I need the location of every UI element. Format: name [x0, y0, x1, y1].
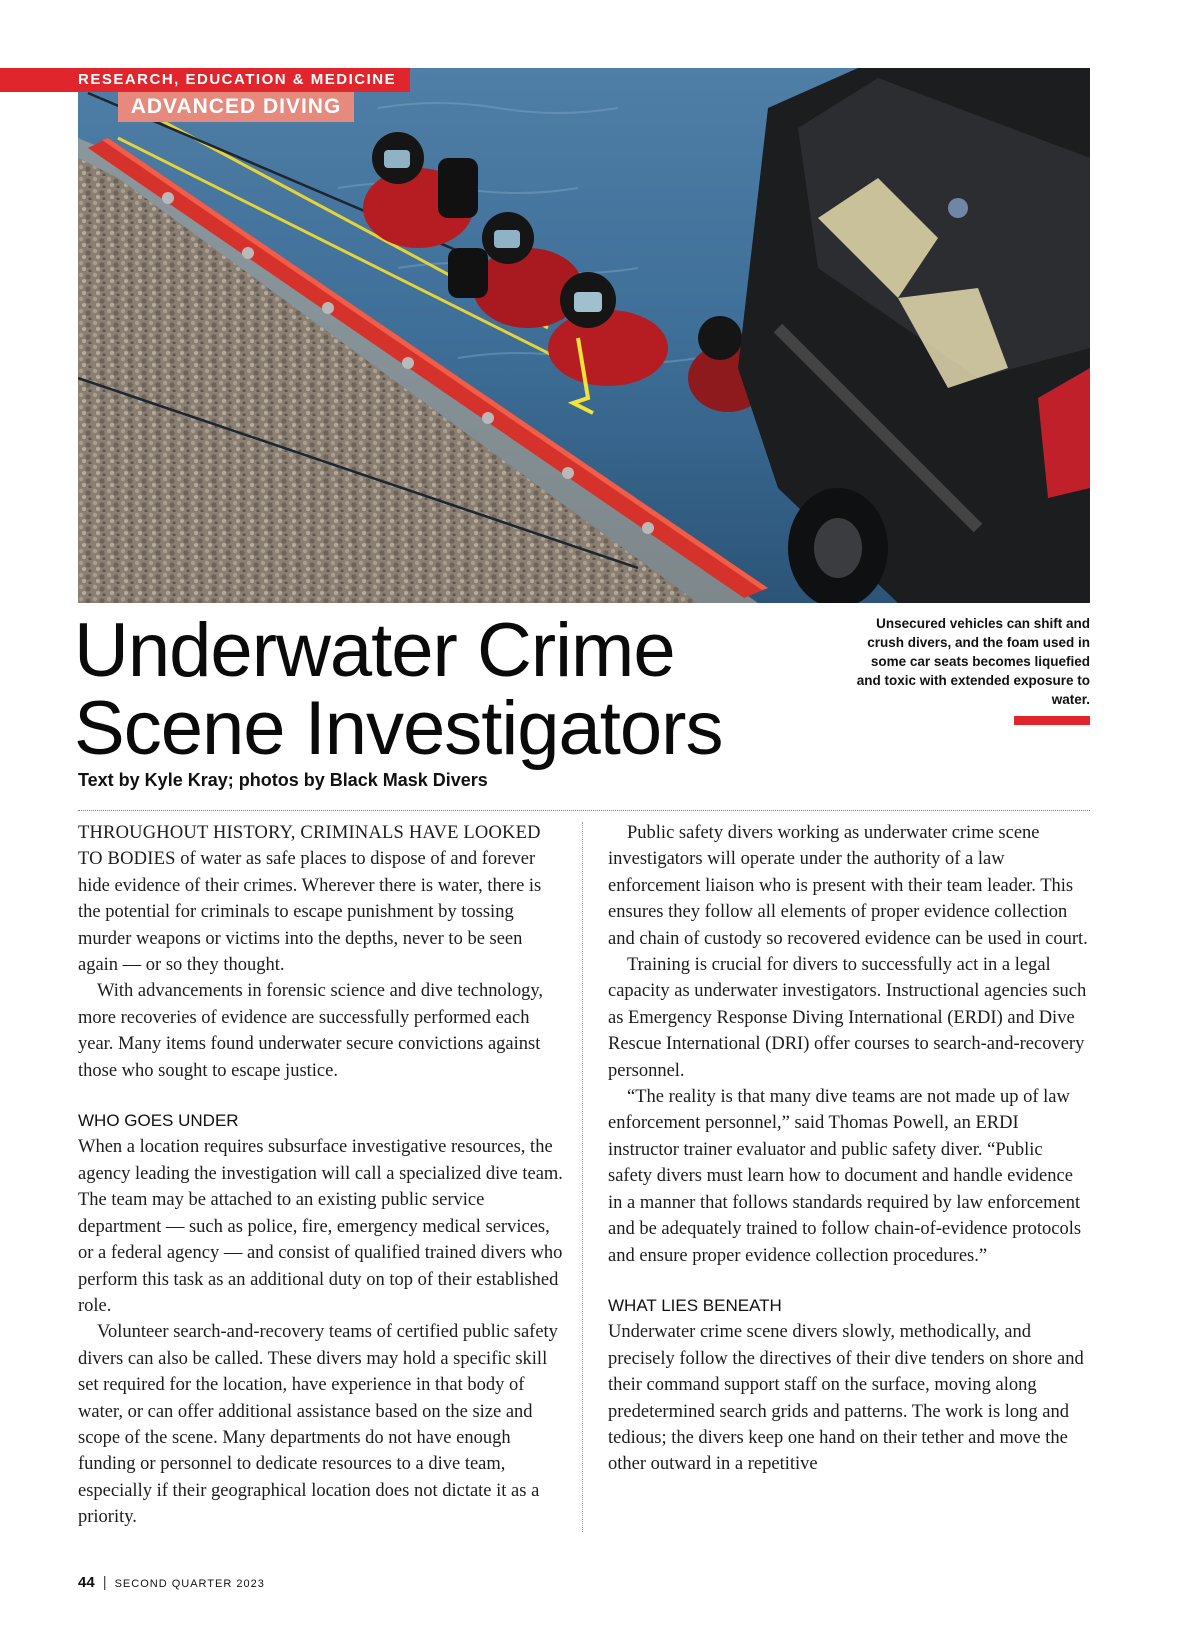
article-title-line-1: Underwater Crime [74, 608, 675, 693]
intro-lead-in: THROUGHOUT HISTORY, CRIMINALS HAVE LOOKED TO BODIES [78, 823, 541, 870]
article-title-line-2: Scene Investigators [74, 686, 723, 771]
article-title [74, 608, 834, 771]
hero-photo [78, 68, 1090, 603]
body-paragraph: Underwater crime scene divers slowly, methodically, and precisely follow the directives of their dive tenders on shore and their command support staff on the surface, moving along predetermined search grids and patterns. The work is long and tedious; the divers keep one hand on their tether and move the other outward in a repetitive [608, 1322, 1084, 1475]
page-footer [78, 1574, 265, 1592]
hero-photo-illustration [78, 68, 1090, 603]
body-paragraph: Volunteer search-and-recovery teams of certified public safety divers can also be called. These divers may hold a specific skill set required for the location, have experience in that body of water, or can offer additional assistance based on the size and scope of the scene. Many departments do not have enough funding or personnel to dedicate resources to a dive team, especially if their geographical location does not dictate it as a priority. [78, 1322, 558, 1528]
photo-caption: Unsecured vehicles can shift and crush divers, and the foam used in some car seats becomes liquefied and toxic with extended exposure to water. [856, 616, 1090, 707]
dotted-divider [78, 810, 1090, 811]
byline: Text by Kyle Kray; photos by Black Mask Divers [78, 770, 488, 790]
caption-accent-rule [1014, 716, 1090, 725]
intro-paragraph [78, 820, 564, 978]
intro-text: of water as safe places to dispose of and forever hide evidence of their crimes. Wherever there is water, there is the potential for criminals to escape punishment by tossing murder weapons or victims into the depths, never to be seen again — or so they thought. [78, 849, 542, 976]
section-heading-who-goes-under: WHO GOES UNDER [78, 1111, 239, 1131]
right-column [608, 820, 1090, 1478]
body-paragraph: Training is crucial for divers to successfully act in a legal capacity as underwater investigators. Instructional agencies such as Emergency Response Diving International (ERDI) and Dive Rescue International (DRI) offer courses to search-and-recovery personnel. [608, 955, 1087, 1081]
issue-label: SECOND QUARTER 2023 [114, 1578, 265, 1590]
column-divider [582, 822, 583, 1532]
page-number: 44 [78, 1574, 95, 1591]
body-paragraph: When a location requires subsurface investigative resources, the agency leading the investigation will call a specialized dive team. The team may be attached to an existing public service department — such as police, fire, emergency medical services, or a federal agency — and consist of qualified trained divers who perform this task as an additional duty on top of their established role. [78, 1137, 563, 1316]
footer-separator: | [102, 1574, 107, 1591]
body-paragraph: With advancements in forensic science and dive technology, more recoveries of evidence are successfully performed each year. Many items found underwater secure convictions against those who sought to escape justice. [78, 981, 544, 1081]
section-label: RESEARCH, EDUCATION & MEDICINE [0, 68, 410, 92]
section-heading-what-lies-beneath: WHAT LIES BENEATH [608, 1295, 782, 1315]
quote-paragraph: “The reality is that many dive teams are not made up of law enforcement personnel,” said Thomas Powell, an ERDI instructor trainer evaluator and public safety diver. “Public safety divers must learn how to document and handle evidence in a manner that follows standards required by law enforcement and be adequately trained to follow chain-of-evidence protocols and ensure proper evidence collection procedures.” [608, 1087, 1082, 1266]
body-paragraph: Public safety divers working as underwater crime scene investigators will operate under the authority of a law enforcement liaison who is present with their team leader. This ensures they follow all elements of proper evidence collection and chain of custody so recovered evidence can be used in court. [608, 823, 1088, 949]
subsection-tag: ADVANCED DIVING [118, 92, 354, 122]
left-column [78, 820, 564, 1531]
